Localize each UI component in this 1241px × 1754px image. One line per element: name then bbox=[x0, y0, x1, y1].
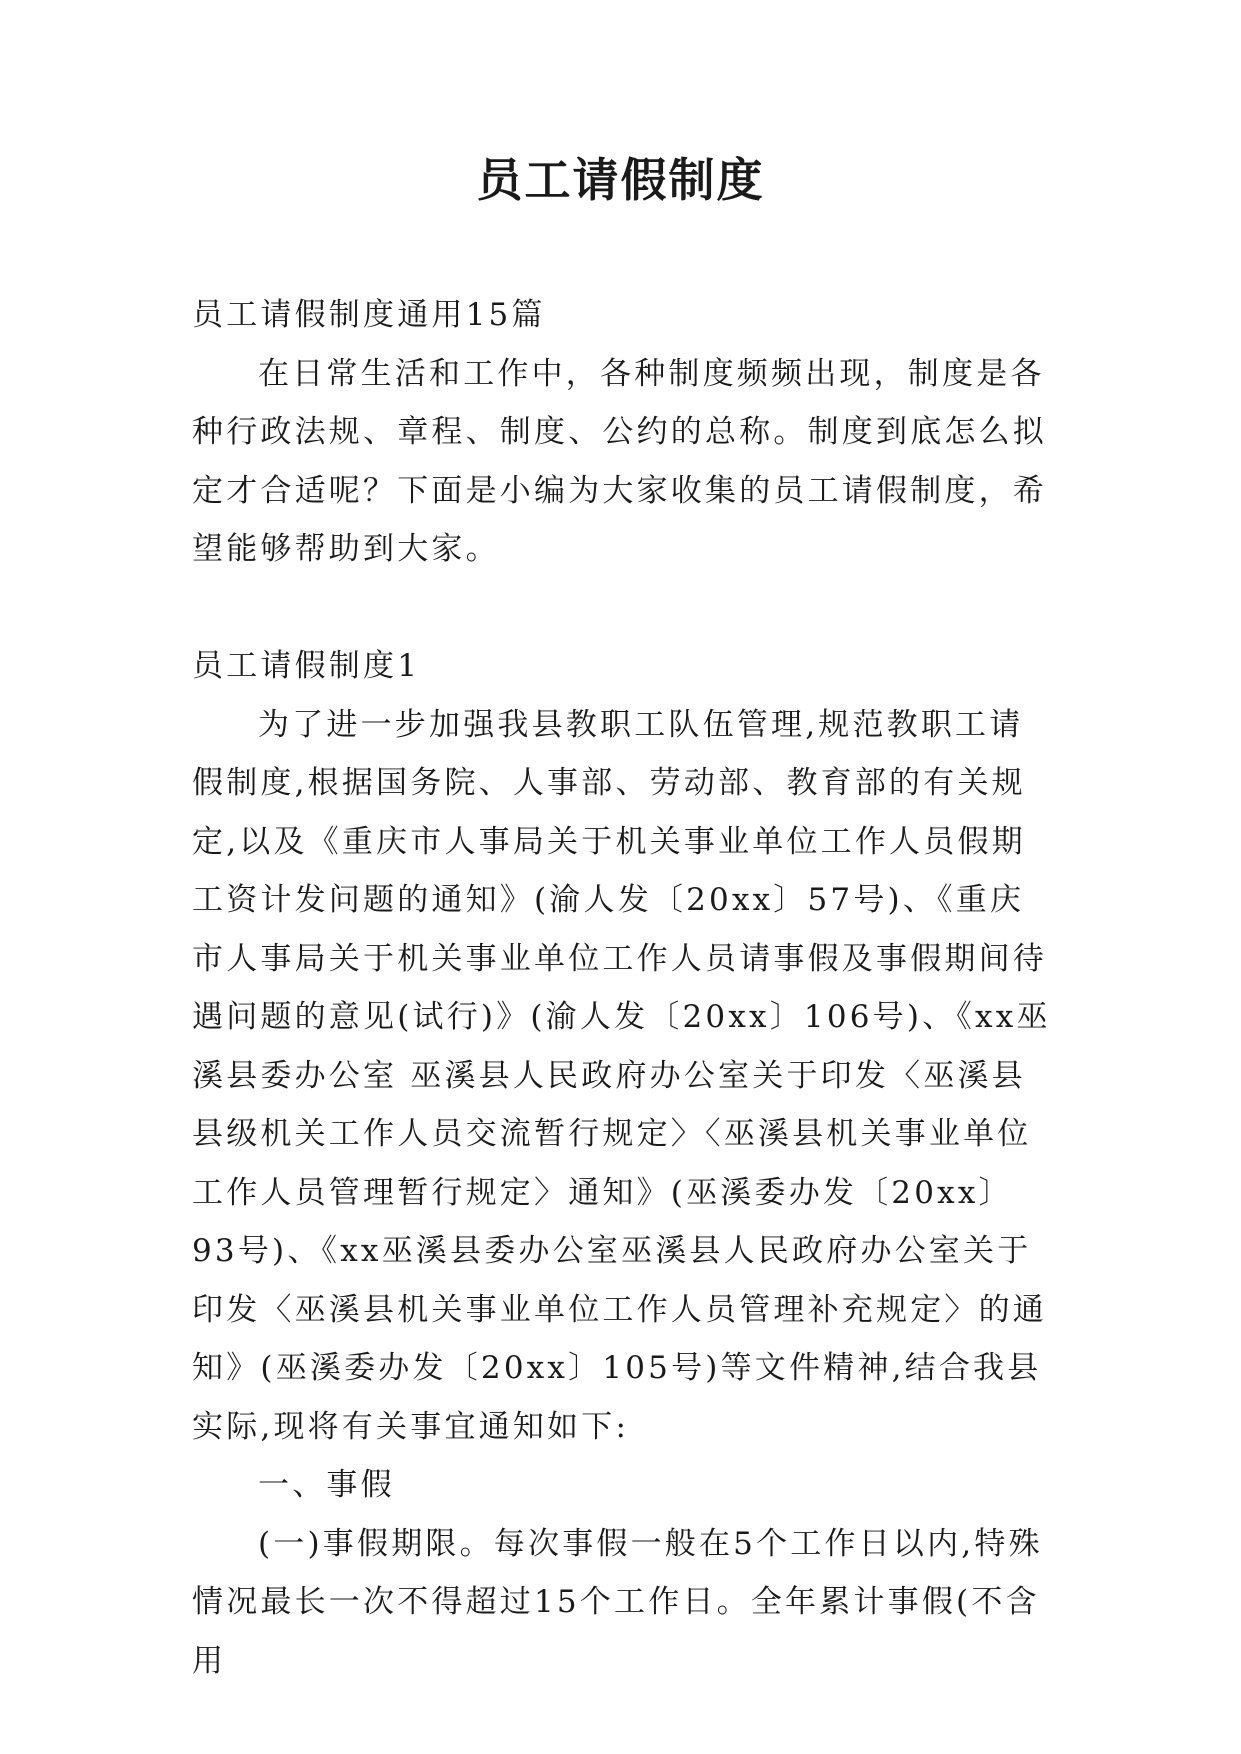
section-paragraph: 为了进一步加强我县教职工队伍管理,规范教职工请假制度,根据国务院、人事部、劳动部、教育部的有关规定,以及《重庆市人事局关于机关事业单位工作人员假期工资计发问题的通知》(渝人发〔20xx〕57号)、《重庆市人事局关于机关事业单位工作人员请事假及事假期间待遇问题的意见(试行)》(渝人发〔20xx〕106号)、《xx巫溪县委办公室 巫溪县人民政府办公室关于印发〈巫溪县县级机关工作人员交流暂行规定〉〈巫溪县机关事业单位工作人员管理暂行规定〉通知》(巫溪委办发〔20xx〕93号)、《xx巫溪县委办公室巫溪县人民政府办公室关于印发〈巫溪县机关事业单位工作人员管理补充规定〉的通知》(巫溪委办发〔20xx〕105号)等文件精神,结合我县实际,现将有关事宜通知如下: bbox=[192, 706, 1051, 1445]
section-heading: 员工请假制度1 bbox=[192, 648, 421, 684]
document-subtitle: 员工请假制度通用15篇 bbox=[192, 297, 546, 333]
document-title: 员工请假制度 bbox=[476, 153, 765, 207]
paragraph-spacer bbox=[192, 579, 1052, 638]
subsection-heading: 一、事假 bbox=[258, 1467, 395, 1503]
section-paragraph-2: (一)事假期限。每次事假一般在5个工作日以内,特殊情况最长一次不得超过15个工作日。全年累计事假(不含用 bbox=[192, 1525, 1043, 1679]
document-body bbox=[192, 286, 1052, 1690]
intro-paragraph: 在日常生活和工作中，各种制度频频出现，制度是各种行政法规、章程、制度、公约的总称。制度到底怎么拟定才合适呢？下面是小编为大家收集的员工请假制度，希望能够帮助到大家。 bbox=[192, 355, 1047, 567]
